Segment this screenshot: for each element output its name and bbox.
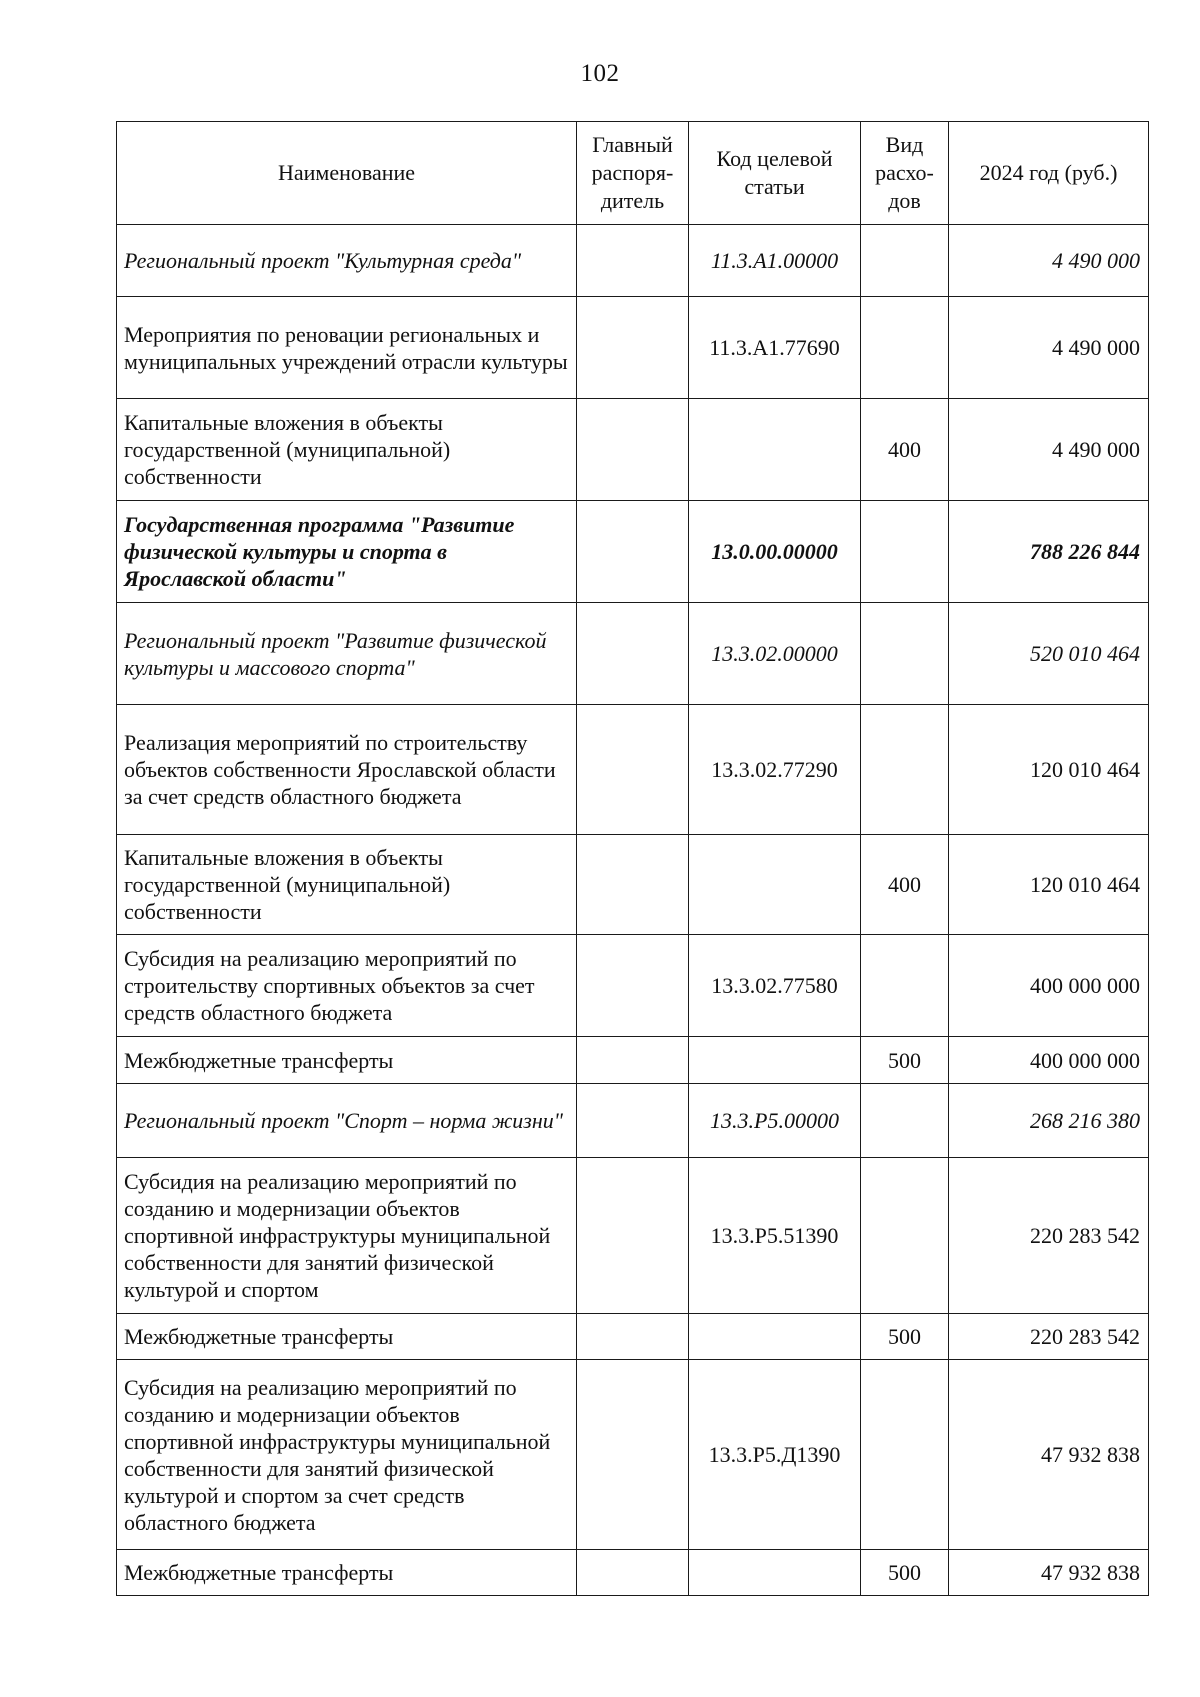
row-name: Межбюджетные трансферты [117, 1314, 577, 1360]
row-admin [577, 935, 689, 1037]
row-sum: 788 226 844 [949, 501, 1149, 603]
row-admin [577, 1550, 689, 1596]
row-type: 500 [861, 1550, 949, 1596]
table-row [117, 1084, 1149, 1158]
row-type [861, 603, 949, 705]
row-name: Реализация мероприятий по строительству объектов собственности Ярославской области за счет средств областного бюджета [117, 705, 577, 835]
table-header-row [117, 122, 1149, 225]
row-sum: 47 932 838 [949, 1360, 1149, 1550]
row-name: Капитальные вложения в объекты государственной (муниципальной) собственности [117, 835, 577, 935]
row-type [861, 1158, 949, 1314]
row-name: Межбюджетные трансферты [117, 1550, 577, 1596]
row-sum: 120 010 464 [949, 835, 1149, 935]
row-name: Субсидия на реализацию мероприятий по созданию и модернизации объектов спортивной инфраструктуры муниципальной собственности для занятий физической культурой и спортом за счет средств областного бюджета [117, 1360, 577, 1550]
table-row [117, 399, 1149, 501]
row-name: Региональный проект "Культурная среда" [117, 225, 577, 297]
row-code: 13.3.P5.00000 [689, 1084, 861, 1158]
row-code [689, 1550, 861, 1596]
row-type [861, 935, 949, 1037]
row-type [861, 1360, 949, 1550]
row-code [689, 1037, 861, 1084]
row-admin [577, 1158, 689, 1314]
row-name: Субсидия на реализацию мероприятий по созданию и модернизации объектов спортивной инфраструктуры муниципальной собственности для занятий физической культурой и спортом [117, 1158, 577, 1314]
row-type [861, 501, 949, 603]
table-row [117, 1314, 1149, 1360]
row-code [689, 1314, 861, 1360]
row-admin [577, 1084, 689, 1158]
table-row [117, 1550, 1149, 1596]
row-name: Капитальные вложения в объекты государственной (муниципальной) собственности [117, 399, 577, 501]
row-code: 13.3.P5.Д1390 [689, 1360, 861, 1550]
row-code: 13.3.02.77580 [689, 935, 861, 1037]
header-expense-type: Вид расхо-дов [861, 122, 949, 225]
row-admin [577, 501, 689, 603]
row-name: Мероприятия по реновации региональных и муниципальных учреждений отрасли культуры [117, 297, 577, 399]
table-row [117, 935, 1149, 1037]
row-code: 13.3.02.77290 [689, 705, 861, 835]
row-admin [577, 835, 689, 935]
row-name: Субсидия на реализацию мероприятий по строительству спортивных объектов за счет средств областного бюджета [117, 935, 577, 1037]
table-row [117, 835, 1149, 935]
row-code: 13.3.P5.51390 [689, 1158, 861, 1314]
row-name: Региональный проект "Спорт – норма жизни" [117, 1084, 577, 1158]
row-type [861, 705, 949, 835]
row-code: 13.3.02.00000 [689, 603, 861, 705]
row-type: 400 [861, 399, 949, 501]
row-type: 400 [861, 835, 949, 935]
table-row [117, 1037, 1149, 1084]
row-sum: 400 000 000 [949, 935, 1149, 1037]
row-sum: 520 010 464 [949, 603, 1149, 705]
row-sum: 400 000 000 [949, 1037, 1149, 1084]
page-number: 102 [580, 60, 620, 87]
table-row [117, 1360, 1149, 1550]
row-name: Региональный проект "Развитие физической культуры и массового спорта" [117, 603, 577, 705]
header-target-code: Код целевой статьи [689, 122, 861, 225]
row-admin [577, 1314, 689, 1360]
row-code [689, 835, 861, 935]
table-row [117, 297, 1149, 399]
row-admin [577, 705, 689, 835]
header-name: Наименование [117, 122, 577, 225]
table-row [117, 1158, 1149, 1314]
row-sum: 4 490 000 [949, 297, 1149, 399]
row-code: 11.3.А1.77690 [689, 297, 861, 399]
row-admin [577, 1037, 689, 1084]
row-sum: 120 010 464 [949, 705, 1149, 835]
row-admin [577, 1360, 689, 1550]
row-code: 13.0.00.00000 [689, 501, 861, 603]
row-sum: 268 216 380 [949, 1084, 1149, 1158]
row-code: 11.3.А1.00000 [689, 225, 861, 297]
row-type: 500 [861, 1314, 949, 1360]
row-sum: 220 283 542 [949, 1158, 1149, 1314]
row-admin [577, 225, 689, 297]
row-type: 500 [861, 1037, 949, 1084]
row-name: Межбюджетные трансферты [117, 1037, 577, 1084]
table-row [117, 501, 1149, 603]
budget-table [116, 121, 1149, 1596]
row-name: Государственная программа "Развитие физической культуры и спорта в Ярославской области" [117, 501, 577, 603]
row-type [861, 1084, 949, 1158]
row-admin [577, 603, 689, 705]
row-type [861, 297, 949, 399]
row-sum: 47 932 838 [949, 1550, 1149, 1596]
row-sum: 4 490 000 [949, 225, 1149, 297]
row-sum: 220 283 542 [949, 1314, 1149, 1360]
row-code [689, 399, 861, 501]
row-admin [577, 297, 689, 399]
row-admin [577, 399, 689, 501]
table-row [117, 705, 1149, 835]
header-main-administrator: Главный распоря-дитель [577, 122, 689, 225]
table-body [117, 225, 1149, 1596]
table-row [117, 603, 1149, 705]
header-year-sum: 2024 год (руб.) [949, 122, 1149, 225]
table-row [117, 225, 1149, 297]
row-type [861, 225, 949, 297]
row-sum: 4 490 000 [949, 399, 1149, 501]
